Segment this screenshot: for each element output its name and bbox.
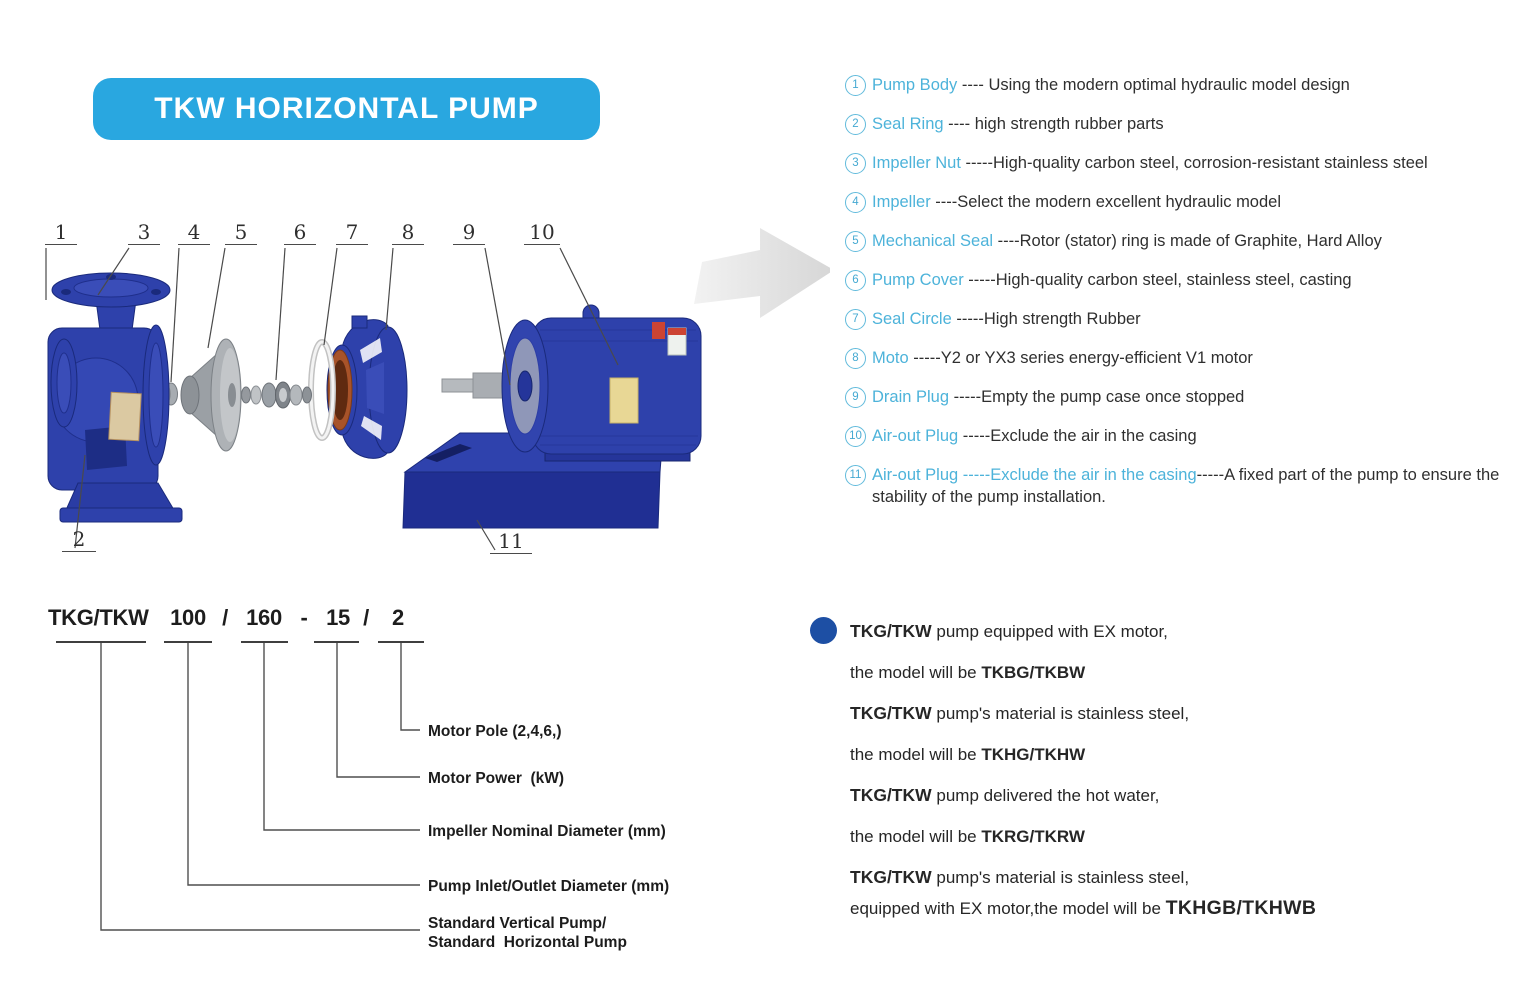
- label-impeller-diameter: Impeller Nominal Diameter (mm): [428, 823, 666, 840]
- info-line: [850, 784, 1490, 807]
- callout-8: 8: [392, 221, 424, 245]
- model-segment-pole: 2: [392, 605, 404, 630]
- callout-4: 4: [178, 221, 210, 245]
- info-text: pump delivered the hot water,: [931, 786, 1160, 805]
- parts-list-item-5: [845, 230, 1510, 252]
- part-desc-blue: -----Exclude the air in the casing: [958, 466, 1197, 484]
- info-text: the model will be: [850, 827, 982, 846]
- callout-2: 2: [62, 528, 96, 552]
- info-line: [850, 661, 1490, 684]
- callout-11: 11: [490, 530, 532, 554]
- motor-label-red: [652, 322, 665, 339]
- part-description: ---- Using the modern optimal hydraulic model design: [957, 76, 1350, 94]
- label-pump-type-line2: Standard Horizontal Pump: [428, 934, 627, 951]
- title-banner: [93, 78, 600, 140]
- parts-list-item-9: [845, 386, 1510, 408]
- part-description: -----Empty the pump case once stopped: [949, 388, 1245, 406]
- part-name: Air-out Plug: [872, 466, 959, 484]
- part-name: Seal Ring: [872, 115, 944, 133]
- part-description: ---- high strength rubber parts: [943, 115, 1164, 133]
- info-line: [850, 743, 1490, 766]
- part-number-badge: 10: [845, 426, 866, 447]
- info-text: the model will be: [850, 745, 982, 764]
- parts-list-item-11: [845, 464, 1510, 508]
- info-line: [850, 825, 1490, 848]
- callout-9: 9: [453, 221, 485, 245]
- part-description: -----High-quality carbon steel, corrosion-resistant stainless steel: [960, 154, 1428, 172]
- model-code: TKG/TKW: [850, 621, 932, 641]
- model-segment-impeller: 160: [246, 605, 282, 630]
- parts-list-item-1: [845, 74, 1510, 96]
- motor-label-yellow: [610, 378, 638, 423]
- mechanical-seal-illustration: [242, 382, 312, 408]
- parts-list-item-3: [845, 152, 1510, 174]
- model-code: TKHG/TKHW: [981, 745, 1086, 764]
- part-name: Seal Circle: [872, 310, 952, 328]
- pump-body-illustration: [48, 273, 182, 522]
- callout-7: 7: [336, 221, 368, 245]
- part-name: Pump Body: [872, 76, 958, 94]
- model-code: TKG/TKW: [850, 785, 932, 805]
- callout-1: 1: [45, 221, 77, 245]
- parts-list-item-6: [845, 269, 1510, 291]
- model-variants-info: [850, 620, 1490, 938]
- info-text: pump's material is stainless steel,: [931, 704, 1190, 723]
- part-name: Pump Cover: [872, 271, 964, 289]
- part-name: Impeller Nut: [872, 154, 961, 172]
- label-motor-power: Motor Power (kW): [428, 770, 565, 787]
- info-text: pump's material is stainless steel,: [931, 868, 1190, 887]
- part-number-badge: 1: [845, 75, 866, 96]
- callout-5: 5: [225, 221, 257, 245]
- part-number-badge: 8: [845, 348, 866, 369]
- part-description: -----High strength Rubber: [951, 310, 1141, 328]
- part-description: -----Y2 or YX3 series energy-efficient V1 motor: [908, 349, 1253, 367]
- impeller-illustration: [181, 339, 241, 451]
- part-number-badge: 2: [845, 114, 866, 135]
- part-description: -----Exclude the air in the casing: [958, 427, 1197, 445]
- part-number-badge: 7: [845, 309, 866, 330]
- parts-list-item-8: [845, 347, 1510, 369]
- part-number-badge: 11: [845, 465, 866, 486]
- info-line: [850, 702, 1490, 725]
- callout-3: 3: [128, 221, 160, 245]
- pump-cover-illustration: [327, 316, 407, 458]
- exploded-pump-diagram: [30, 200, 830, 590]
- bullet-icon: [810, 617, 837, 644]
- part-name: Drain Plug: [872, 388, 950, 406]
- model-separator: /: [222, 605, 228, 630]
- part-name: Mechanical Seal: [872, 232, 994, 250]
- part-name: Impeller: [872, 193, 931, 211]
- part-number-badge: 6: [845, 270, 866, 291]
- part-number-badge: 5: [845, 231, 866, 252]
- part-number-badge: 9: [845, 387, 866, 408]
- label-inlet-diameter: Pump Inlet/Outlet Diameter (mm): [428, 878, 670, 895]
- part-description: ----Select the modern excellent hydraulic model: [930, 193, 1282, 211]
- part-description: -----High-quality carbon steel, stainless steel, casting: [963, 271, 1352, 289]
- callout-6: 6: [284, 221, 316, 245]
- page-title: TKW HORIZONTAL PUMP: [154, 92, 539, 125]
- model-code: TKHGB/TKHWB: [1165, 897, 1317, 919]
- parts-list: [845, 74, 1510, 525]
- parts-list-item-4: [845, 191, 1510, 213]
- part-description: -----A fixed part of the pump to ensure the stability of the pump installation.: [872, 466, 1504, 506]
- model-code: TKBG/TKBW: [981, 663, 1086, 682]
- pump-nameplate: [109, 392, 141, 441]
- model-code-connector-lines: [0, 643, 740, 963]
- model-separator: -: [300, 605, 308, 630]
- info-line: [850, 897, 1490, 920]
- part-number-badge: 3: [845, 153, 866, 174]
- model-code: TKRG/TKRW: [981, 827, 1085, 846]
- info-line: [850, 866, 1490, 889]
- part-name: Air-out Plug: [872, 427, 959, 445]
- info-text: pump equipped with EX motor,: [931, 622, 1168, 641]
- part-name: Moto: [872, 349, 909, 367]
- model-segment-inlet: 100: [170, 605, 206, 630]
- model-segment-series: TKG/TKW: [48, 605, 149, 630]
- label-pump-type-line1: Standard Vertical Pump/: [428, 915, 607, 932]
- part-description: ----Rotor (stator) ring is made of Graphite, Hard Alloy: [993, 232, 1382, 250]
- info-text: equipped with EX motor,the model will be: [850, 899, 1166, 918]
- callout-10: 10: [524, 221, 560, 245]
- part-number-badge: 4: [845, 192, 866, 213]
- model-segment-power: 15: [326, 605, 350, 630]
- label-motor-pole: Motor Pole (2,4,6,): [428, 723, 562, 740]
- transition-arrow-icon: [694, 228, 830, 318]
- model-code: TKG/TKW: [850, 867, 932, 887]
- parts-list-item-7: [845, 308, 1510, 330]
- model-separator: /: [363, 605, 369, 630]
- parts-list-item-2: [845, 113, 1510, 135]
- info-text: the model will be: [850, 663, 982, 682]
- parts-list-item-10: [845, 425, 1510, 447]
- model-code: TKG/TKW: [850, 703, 932, 723]
- info-line: [850, 620, 1490, 643]
